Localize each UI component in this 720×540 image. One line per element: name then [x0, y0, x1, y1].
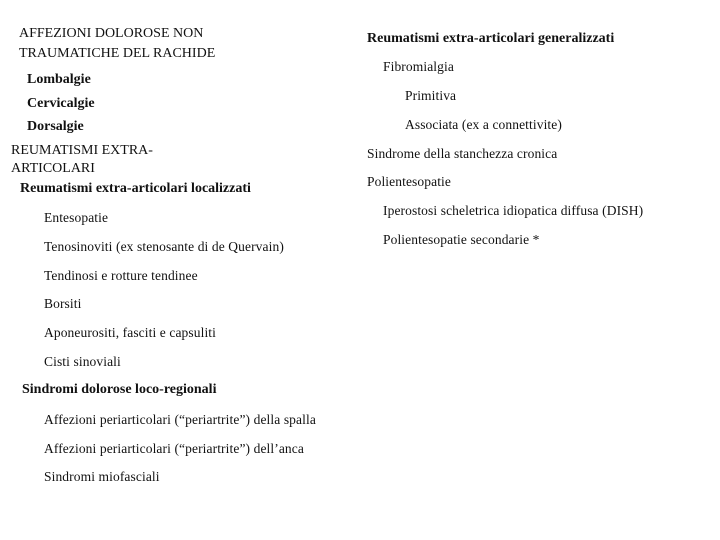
heading-generalized: Reumatismi extra-articolari generalizzati — [367, 31, 615, 46]
list-item-miofasciali: Sindromi miofasciali — [44, 469, 160, 484]
list-item-tendinosi: Tendinosi e rotture tendinee — [44, 268, 198, 283]
list-item-aponeurositi: Aponeurositi, fasciti e capsuliti — [44, 325, 217, 340]
list-item-lombalgie: Lombalgie — [27, 72, 91, 87]
list-item-anca: Affezioni periarticolari (“periartrite”) dell’anca — [44, 441, 304, 456]
list-item-dish: Iperostosi scheletrica idiopatica diffusa (DISH) — [383, 203, 644, 218]
list-item-associata: Associata (ex a connettivite) — [405, 117, 562, 132]
list-item-polientesopatie: Polientesopatie — [367, 174, 451, 189]
heading-regional: Sindromi dolorose loco-regionali — [22, 382, 217, 397]
list-item-spalla: Affezioni periarticolari (“periartrite”) della spalla — [44, 412, 316, 427]
list-item-cervicalgie: Cervicalgie — [27, 96, 95, 111]
list-item-stanchezza: Sindrome della stanchezza cronica — [367, 146, 558, 161]
list-item-entesopatie: Entesopatie — [44, 210, 109, 225]
heading-localized: Reumatismi extra-articolari localizzati — [20, 181, 251, 196]
list-item-primitiva: Primitiva — [405, 88, 457, 103]
list-item-cisti: Cisti sinoviali — [44, 354, 121, 369]
list-item-dorsalgie: Dorsalgie — [27, 119, 84, 134]
section-title-spine: AFFEZIONI DOLOROSE NON TRAUMATICHE DEL RACHIDE — [19, 26, 216, 61]
list-item-tenosinoviti: Tenosinoviti (ex stenosante di de Quervain) — [44, 239, 284, 254]
list-item-secondarie: Polientesopatie secondarie * — [383, 232, 540, 247]
list-item-borsiti: Borsiti — [44, 296, 82, 311]
list-item-fibromialgia: Fibromialgia — [383, 59, 454, 74]
section-title-extra-articular: REUMATISMI EXTRA-ARTICOLARI — [11, 143, 153, 176]
